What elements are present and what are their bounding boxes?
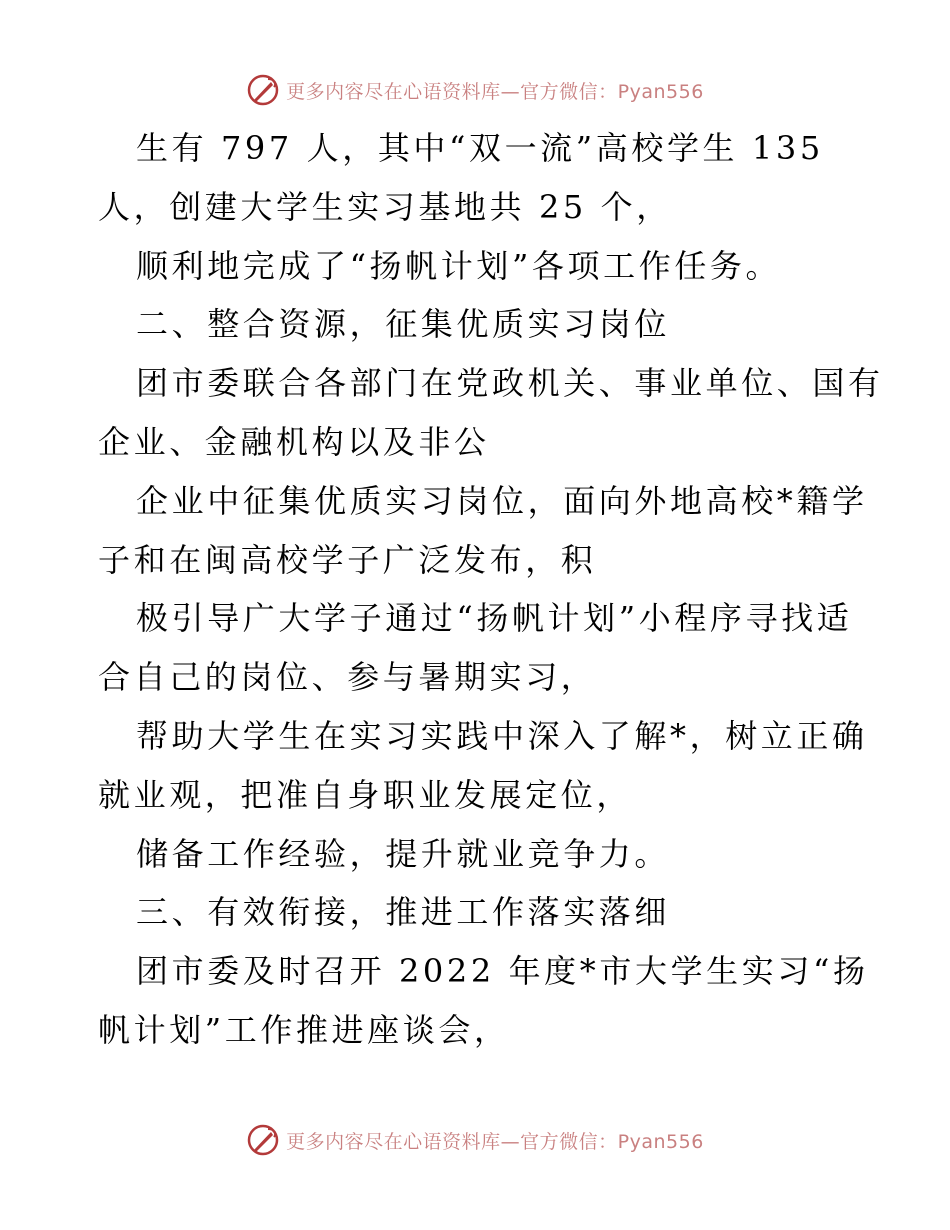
document-line: 生有 797 人，其中“双一流”高校学生 135 — [136, 129, 824, 167]
watermark-text: 更多内容尽在心语资料库—官方微信：Pyan556 — [286, 80, 704, 103]
header-watermark — [0, 72, 950, 108]
document-line: 储备工作经验，提升就业竞争力。 — [136, 834, 671, 873]
document-line: 三、有效衔接，推进工作落实落细 — [136, 893, 671, 932]
document-line: 就业观，把准自身职业发展定位， — [98, 775, 633, 814]
document-line: 合自己的岗位、参与暑期实习， — [98, 658, 597, 697]
document-line: 企业、金融机构以及非公 — [98, 422, 490, 461]
document-line: 企业中征集优质实习岗位，面向外地高校*籍学 — [136, 481, 868, 520]
document-body — [98, 119, 884, 1060]
watermark-text: 更多内容尽在心语资料库—官方微信：Pyan556 — [286, 1130, 704, 1153]
document-line: 团市委及时召开 2022 年度*市大学生实习“扬 — [136, 952, 869, 991]
footer-watermark — [0, 1122, 950, 1158]
document-line: 子和在闽高校学子广泛发布，积 — [98, 540, 597, 579]
quill-pen-logo-icon — [246, 73, 280, 107]
document-line: 帆计划”工作推进座谈会， — [98, 1010, 510, 1049]
quill-pen-logo-icon — [246, 1123, 280, 1157]
document-line: 极引导广大学子通过“扬帆计划”小程序寻找适 — [136, 599, 853, 638]
document-line: 人，创建大学生实习基地共 25 个， — [98, 187, 672, 226]
document-line: 团市委联合各部门在党政机关、事业单位、国有 — [136, 364, 884, 403]
document-line: 帮助大学生在实习实践中深入了解*，树立正确 — [136, 716, 868, 755]
document-line: 二、整合资源，征集优质实习岗位 — [136, 305, 671, 344]
document-line: 顺利地完成了“扬帆计划”各项工作任务。 — [136, 246, 782, 285]
